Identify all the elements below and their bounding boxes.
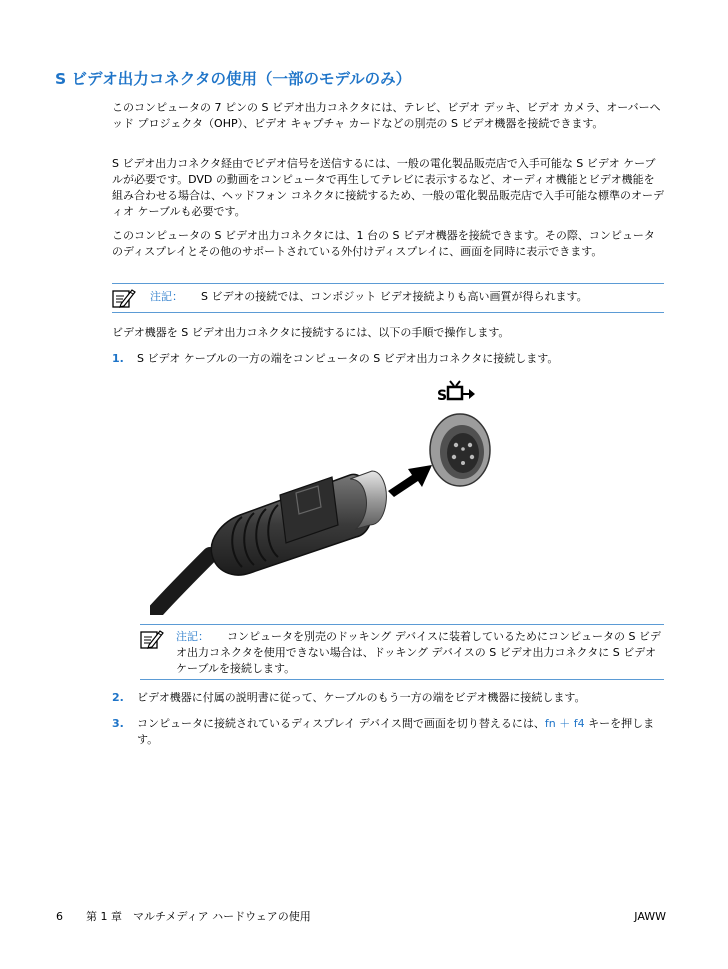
step-3-text-before: コンピュータに接続されているディスプレイ デバイス間で画面を切り替えるには、 xyxy=(137,717,545,730)
step-text: S ビデオ ケーブルの一方の端をコンピュータの S ビデオ出力コネクタに接続します。 xyxy=(137,352,559,365)
step-text xyxy=(137,716,664,748)
note-pencil-icon xyxy=(112,287,136,309)
paragraph-cable: S ビデオ出力コネクタ経由でビデオ信号を送信するには、一般の電化製品販売店で入手可能な S ビデオ ケーブルが必要です。DVD の動画をコンピュータで再生してテレビに表示するなど、オーディオ機能とビデオ機能を組み合わせる場合は、ヘッドフォン コネクタに接続するため、一般の電化製品販売店で入手可能な標準のオーディオ ケーブルも必要です。 xyxy=(112,157,664,218)
procedure-intro: ビデオ機器を S ビデオ出力コネクタに接続するには、以下の手順で操作します。 xyxy=(112,326,510,339)
step-number: 1. xyxy=(112,352,124,365)
brand-mark: JAWW xyxy=(634,910,666,923)
s-video-connection-figure xyxy=(150,375,510,615)
note-1 xyxy=(150,289,664,305)
s-video-port xyxy=(430,414,490,486)
section-heading: S ビデオ出力コネクタの使用（一部のモデルのみ） xyxy=(55,70,412,88)
cable xyxy=(154,555,210,613)
page-number: 6 xyxy=(56,910,63,923)
note-label: 注記： xyxy=(150,290,183,303)
port-label: S xyxy=(437,388,448,404)
step-text: ビデオ機器に付属の説明書に従って、ケーブルのもう一方の端をビデオ機器に接続します。 xyxy=(137,691,586,704)
paragraph-intro: このコンピュータの 7 ピンの S ビデオ出力コネクタには、テレビ、ビデオ デッキ、ビデオ カメラ、オーバーヘッド プロジェクタ（OHP）、ビデオ キャプチャ カードなどの別売の S ビデオ機器を接続できます。 xyxy=(112,101,661,130)
note-2 xyxy=(176,629,664,677)
s-video-port-icon xyxy=(437,381,475,404)
step-3-text-after: キーを押します。 xyxy=(137,717,655,746)
s-video-plug xyxy=(211,471,386,575)
key-plus: ＋ xyxy=(559,717,571,730)
note-rule-top xyxy=(112,283,664,284)
note-rule-bottom xyxy=(112,312,664,313)
chapter-title: 第 1 章 マルチメディア ハードウェアの使用 xyxy=(86,910,311,923)
note-2-text: コンピュータを別売のドッキング デバイスに装着しているためにコンピュータの S ビデオ出力コネクタを使用できない場合は、ドッキング デバイスの S ビデオ出力コネクタに S ビデオ ケーブルを接続します。 xyxy=(176,630,661,675)
note-1-text: S ビデオの接続では、コンポジット ビデオ接続よりも高い画質が得られます。 xyxy=(201,290,588,303)
note-2-pencil-icon xyxy=(140,628,164,650)
step-number: 3. xyxy=(112,717,124,730)
paragraph-display: このコンピュータの S ビデオ出力コネクタには、1 台の S ビデオ機器を接続できます。その際、コンピュータのディスプレイとその他のサポートされている外付けディスプレイに、画面を同時に表示できます。 xyxy=(112,229,655,258)
note-2-rule-top xyxy=(140,624,664,625)
note-2-rule-bottom xyxy=(140,679,664,680)
step-number: 2. xyxy=(112,691,124,704)
key-fn: fn xyxy=(544,717,556,730)
note-2-label: 注記： xyxy=(176,630,209,643)
direction-arrow-icon xyxy=(388,465,432,497)
key-f4: f4 xyxy=(573,717,585,730)
